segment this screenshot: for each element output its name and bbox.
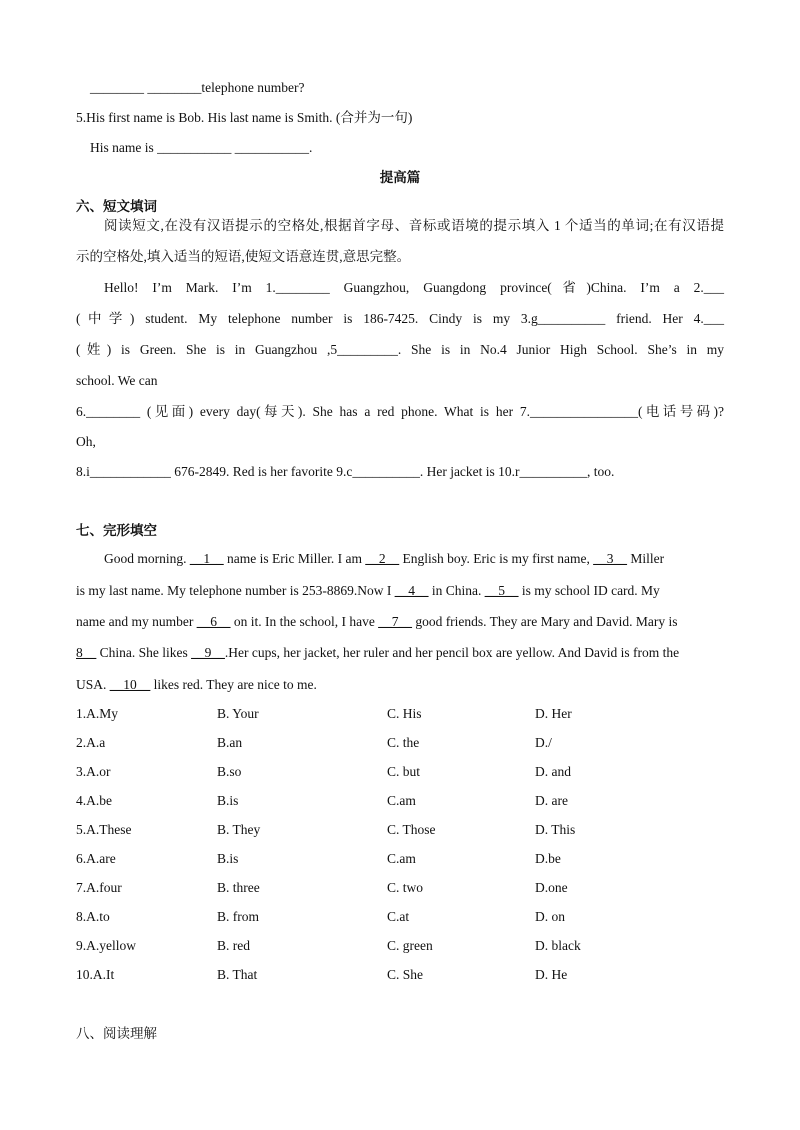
cloze-text: China. She likes (96, 645, 192, 660)
passage6-line-2: (中学) student. My telephone number is 186-7425. Cindy is my 3.g__________ friend. Her 4.___ (76, 311, 724, 326)
option-c: C. Those (387, 822, 436, 837)
option-d: D. This (535, 822, 576, 837)
cloze-blank-8: 8__ (76, 645, 97, 660)
cloze-text: is my school ID card. My (518, 583, 660, 598)
option-d: D. on (535, 909, 565, 924)
option-c: C. She (387, 967, 424, 982)
option-a: 4.A.be (76, 793, 112, 808)
section8-heading: 八、阅读理解 (76, 1026, 157, 1041)
option-c: C. His (387, 706, 422, 721)
cloze-line-3 (76, 613, 724, 631)
option-b: B.is (217, 793, 239, 808)
option-d: D. black (535, 938, 581, 953)
section6-instruction-1: 阅读短文,在没有汉语提示的空格处,根据首字母、音标或语境的提示填入 1 个适当的单词;在有汉语提 (104, 218, 724, 233)
option-d: D./ (535, 735, 552, 750)
cloze-text: English boy. Eric is my first name, (399, 551, 594, 566)
passage6-line-3: (姓) is Green. She is in Guangzhou ,5_________. She is in No.4 Junior High School. She’s in my (76, 342, 724, 357)
passage6-line-5: 6.________ (见面) every day(每天). She has a red phone. What is her 7.________________(电话号码)? (76, 404, 724, 419)
option-a: 9.A.yellow (76, 938, 136, 953)
q5-question: 5.His first name is Bob. His last name is Smith. (合并为一句) (76, 110, 413, 125)
cloze-text: .Her cups, her jacket, her ruler and her pencil box are yellow. And David is from the (224, 645, 680, 660)
passage6-line-1: Hello! I’m Mark. I’m 1.________ Guangzhou, Guangdong province(省)China. I’m a 2.___ (104, 280, 724, 295)
option-d: D.one (535, 880, 568, 895)
option-b: B.an (217, 735, 243, 750)
cloze-blank-2: __2__ (365, 551, 400, 566)
section6-instruction-2: 示的空格处,填入适当的短语,使短文语意连贯,意思完整。 (76, 249, 411, 264)
cloze-blank-1: __1__ (189, 551, 224, 566)
option-row (76, 850, 726, 868)
cloze-blank-6: __6__ (196, 614, 231, 629)
option-d: D. He (535, 967, 568, 982)
cloze-text: is my last name. My telephone number is 253-8869.Now I (76, 583, 395, 598)
cloze-text: Good morning. (104, 551, 190, 566)
cloze-text: Miller (626, 551, 665, 566)
option-row (76, 792, 726, 810)
option-row (76, 705, 726, 723)
option-d: D. are (535, 793, 568, 808)
option-row (76, 966, 726, 984)
section6-heading: 六、短文填词 (76, 199, 157, 214)
cloze-text: USA. (76, 677, 110, 692)
option-d: D. Her (535, 706, 572, 721)
q4-answer-line: ________ ________telephone number? (90, 80, 305, 95)
option-row (76, 734, 726, 752)
cloze-blank-7: __7__ (378, 614, 412, 629)
cloze-text: on it. In the school, I have (230, 614, 379, 629)
option-b: B. Your (217, 706, 259, 721)
option-c: C. two (387, 880, 424, 895)
passage6-line-7: 8.i____________ 676-2849. Red is her favorite 9.c__________. Her jacket is 10.r__________, too. (76, 464, 615, 479)
cloze-text: good friends. They are Mary and David. Mary is (411, 614, 678, 629)
option-b: B. red (217, 938, 250, 953)
cloze-blank-4: __4__ (394, 583, 429, 598)
cloze-text: in China. (428, 583, 485, 598)
section-title: 提高篇 (379, 170, 421, 185)
option-c: C.am (387, 851, 416, 866)
cloze-text: name and my number (76, 614, 197, 629)
section7-heading: 七、完形填空 (76, 523, 157, 538)
q5-answer-line: His name is ___________ ___________. (90, 140, 313, 155)
cloze-blank-3: __3__ (593, 551, 627, 566)
passage6-line-4: school. We can (76, 373, 158, 388)
option-b: B. That (217, 967, 258, 982)
option-row (76, 908, 726, 926)
option-c: C. green (387, 938, 433, 953)
option-b: B. from (217, 909, 259, 924)
option-row (76, 879, 726, 897)
option-a: 6.A.are (76, 851, 116, 866)
cloze-line-1 (104, 550, 724, 568)
cloze-line-2 (76, 582, 724, 600)
cloze-line-5 (76, 676, 724, 694)
cloze-text: likes red. They are nice to me. (150, 677, 317, 692)
cloze-blank-10: __10__ (109, 677, 151, 692)
cloze-blank-9: __9__ (191, 645, 225, 660)
option-c: C.am (387, 793, 416, 808)
cloze-blank-5: __5__ (484, 583, 519, 598)
option-c: C. but (387, 764, 421, 779)
option-a: 8.A.to (76, 909, 110, 924)
option-d: D. and (535, 764, 571, 779)
option-a: 7.A.four (76, 880, 122, 895)
option-c: C.at (387, 909, 410, 924)
option-c: C. the (387, 735, 420, 750)
passage6-line-6: Oh, (76, 434, 96, 449)
cloze-line-4 (76, 644, 724, 662)
option-a: 2.A.a (76, 735, 106, 750)
option-row (76, 937, 726, 955)
option-b: B.so (217, 764, 242, 779)
option-d: D.be (535, 851, 561, 866)
option-a: 1.A.My (76, 706, 119, 721)
option-row (76, 763, 726, 781)
cloze-text: name is Eric Miller. I am (223, 551, 366, 566)
option-row (76, 821, 726, 839)
option-b: B.is (217, 851, 239, 866)
option-b: B. three (217, 880, 260, 895)
option-a: 10.A.It (76, 967, 115, 982)
option-a: 5.A.These (76, 822, 132, 837)
option-a: 3.A.or (76, 764, 111, 779)
option-b: B. They (217, 822, 261, 837)
